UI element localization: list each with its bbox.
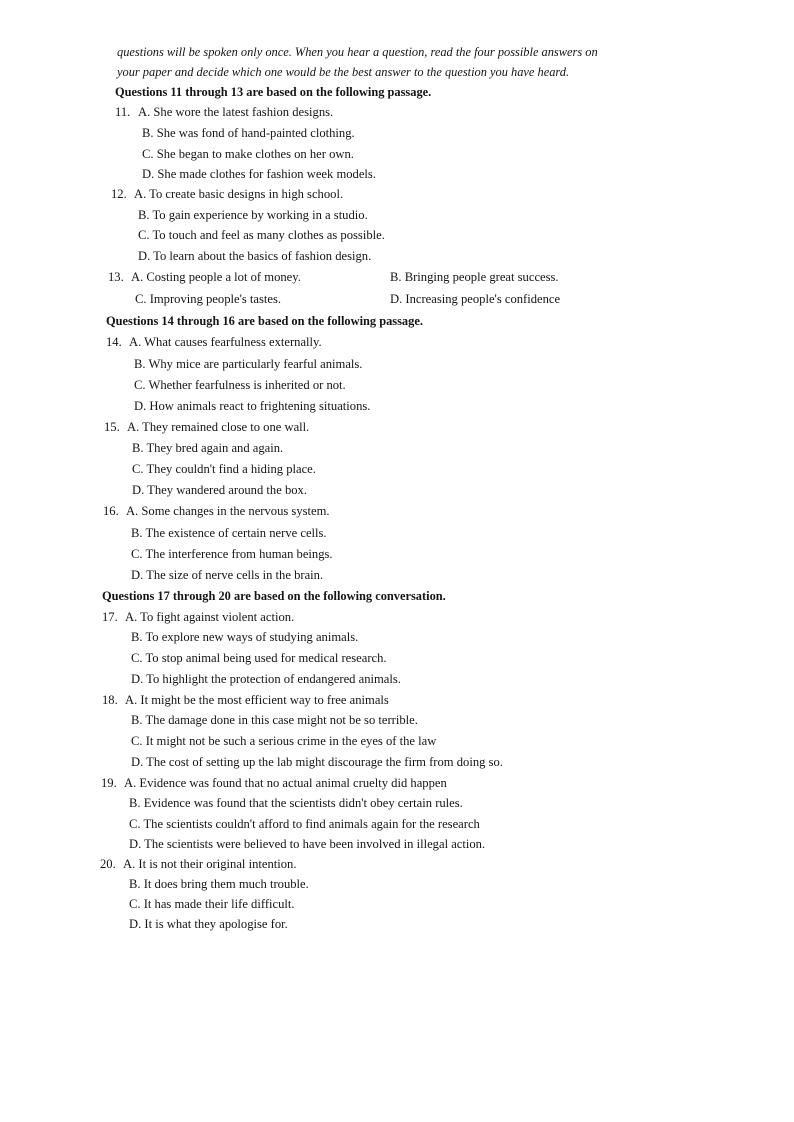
option-20-d: D. It is what they apologise for. — [129, 917, 288, 931]
option-15-b: B. They bred again and again. — [132, 441, 284, 455]
option-11-c: C. She began to make clothes on her own. — [142, 147, 354, 161]
section-heading-17-20: Questions 17 through 20 are based on the following conversation. — [102, 589, 446, 603]
question-number: 12. — [111, 187, 127, 201]
option-12-b: B. To gain experience by working in a studio. — [138, 208, 368, 222]
question-number: 18. — [102, 693, 118, 707]
option-19-a: A. Evidence was found that no actual animal cruelty did happen — [124, 776, 447, 790]
option-13-b: B. Bringing people great success. — [390, 270, 559, 284]
option-12-d: D. To learn about the basics of fashion design. — [138, 249, 372, 263]
option-18-c: C. It might not be such a serious crime in the eyes of the law — [131, 734, 437, 748]
question-15 — [104, 420, 309, 435]
question-11 — [115, 105, 333, 120]
option-14-c: C. Whether fearfulness is inherited or not. — [134, 378, 346, 392]
option-15-a: A. They remained close to one wall. — [127, 420, 310, 434]
option-14-a: A. What causes fearfulness externally. — [129, 335, 322, 349]
question-number: 17. — [102, 610, 118, 624]
option-20-a: A. It is not their original intention. — [123, 857, 297, 871]
option-16-c: C. The interference from human beings. — [131, 547, 333, 561]
option-17-b: B. To explore new ways of studying animals. — [131, 630, 359, 644]
instruction-line-2: your paper and decide which one would be the best answer to the question you have heard. — [117, 65, 570, 79]
option-18-b: B. The damage done in this case might not be so terrible. — [131, 713, 418, 727]
option-17-d: D. To highlight the protection of endangered animals. — [131, 672, 401, 686]
option-17-c: C. To stop animal being used for medical research. — [131, 651, 387, 665]
question-13 — [108, 270, 301, 285]
question-19 — [101, 776, 447, 791]
option-19-d: D. The scientists were believed to have been involved in illegal action. — [129, 837, 486, 851]
option-13-c: C. Improving people's tastes. — [135, 292, 282, 306]
question-17 — [102, 610, 294, 625]
option-17-a: A. To fight against violent action. — [125, 610, 295, 624]
question-14 — [106, 335, 322, 350]
question-number: 16. — [103, 504, 119, 518]
option-19-c: C. The scientists couldn't afford to find animals again for the research — [129, 817, 480, 831]
option-13-d: D. Increasing people's confidence — [390, 292, 561, 306]
section-heading-11-13: Questions 11 through 13 are based on the following passage. — [115, 85, 432, 99]
option-18-d: D. The cost of setting up the lab might discourage the firm from doing so. — [131, 755, 503, 769]
question-number: 19. — [101, 776, 117, 790]
question-12 — [111, 187, 343, 202]
option-20-c: C. It has made their life difficult. — [129, 897, 295, 911]
question-number: 15. — [104, 420, 120, 434]
option-16-d: D. The size of nerve cells in the brain. — [131, 568, 324, 582]
instruction-line-1: questions will be spoken only once. When you hear a question, read the four possible answers on — [117, 45, 598, 59]
option-15-c: C. They couldn't find a hiding place. — [132, 462, 316, 476]
option-11-a: A. She wore the latest fashion designs. — [138, 105, 334, 119]
option-11-d: D. She made clothes for fashion week models. — [142, 167, 376, 181]
option-12-a: A. To create basic designs in high school. — [134, 187, 344, 201]
option-13-a: A. Costing people a lot of money. — [131, 270, 301, 284]
option-11-b: B. She was fond of hand-painted clothing. — [142, 126, 355, 140]
section-heading-14-16: Questions 14 through 16 are based on the following passage. — [106, 314, 423, 328]
question-18 — [102, 693, 389, 708]
question-number: 13. — [108, 270, 124, 284]
option-14-b: B. Why mice are particularly fearful animals. — [134, 357, 363, 371]
option-14-d: D. How animals react to frightening situations. — [134, 399, 371, 413]
question-20 — [100, 857, 297, 872]
question-number: 14. — [106, 335, 122, 349]
option-18-a: A. It might be the most efficient way to free animals — [125, 693, 389, 707]
option-20-b: B. It does bring them much trouble. — [129, 877, 309, 891]
question-number: 11. — [115, 105, 131, 119]
question-16 — [103, 504, 330, 519]
option-16-b: B. The existence of certain nerve cells. — [131, 526, 327, 540]
option-19-b: B. Evidence was found that the scientists didn't obey certain rules. — [129, 796, 463, 810]
option-12-c: C. To touch and feel as many clothes as possible. — [138, 228, 385, 242]
option-16-a: A. Some changes in the nervous system. — [126, 504, 330, 518]
option-15-d: D. They wandered around the box. — [132, 483, 307, 497]
question-number: 20. — [100, 857, 116, 871]
